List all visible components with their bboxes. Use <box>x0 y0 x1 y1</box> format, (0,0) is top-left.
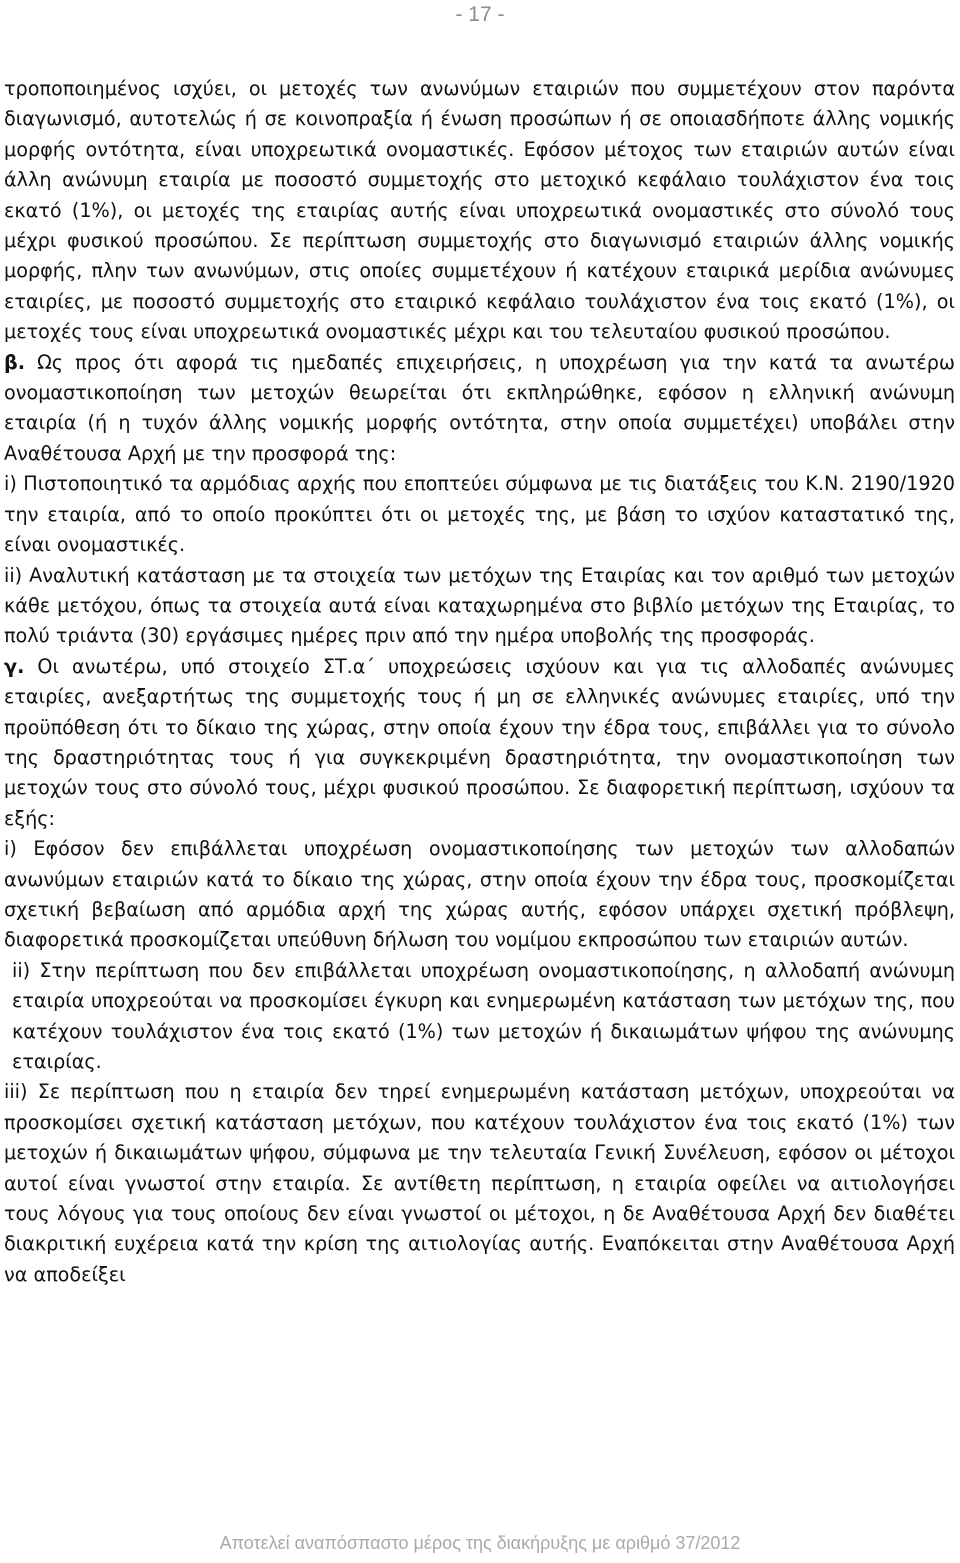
document-body <box>4 74 955 1290</box>
paragraph-gamma <box>4 652 955 834</box>
paragraph-gamma-ii: ii) Στην περίπτωση που δεν επιβάλλεται υποχρέωση ονομαστικοποίησης, η αλλοδαπή ανώνυμη εταιρία υποχρεούται να προσκομίσει έγκυρη και ενημερωμένη κατάσταση των μετόχων της, που κατέχουν τουλάχιστον ένα τοις εκατό (1%) των μετοχών ή δικαιωμάτων ψήφου της ανώνυμης εταιρίας. <box>12 958 955 1073</box>
paragraph-gamma-i: i) Εφόσον δεν επιβάλλεται υποχρέωση ονομαστικοποίησης των μετοχών των αλλοδαπών ανωνύμων εταιριών κατά το δίκαιο της χώρας, στην οποία έχουν την έδρα τους, προσκομίζεται σχετική βεβαίωση από αρμόδια αρχή της χώρας αυτής, εφόσον υπάρχει σχετική πρόβλεψη, διαφορετικά προσκομίζεται υπεύθυνη δήλωση του νομίμου εκπροσώπου των εταιριών αυτών. <box>4 837 955 952</box>
paragraph-gamma-text: Οι ανωτέρω, υπό στοιχείο ΣΤ.α΄ υποχρεώσεις ισχύουν και για τις αλλοδαπές ανώνυμες εταιρίες, ανεξαρτήτως της συμμετοχής τους ή μη σε ελληνικές ανώνυμες εταιρίες, υπό την προϋπόθεση ότι το δίκαιο της χώρας, στην οποία έχουν την έδρα τους, επιβάλλει για το σύνολο της δραστηριότητας τους ή για συγκεκριμένη δραστηριότητα, την ονομαστικοποίηση των μετοχών τους στο σύνολό τους, μέχρι φυσικού προσώπου. Σε διαφορετική περίπτωση, ισχύουν τα εξής: <box>4 654 955 830</box>
item-marker-beta: β. <box>4 350 26 374</box>
page-footer: Αποτελεί αναπόσπαστο μέρος της διακήρυξης με αριθμό 37/2012 <box>219 1533 741 1553</box>
paragraph-beta-i: i) Πιστοποιητικό τα αρμόδιας αρχής που εποπτεύει σύμφωνα με τις διατάξεις του Κ.Ν. 2190/1920 την εταιρία, από το οποίο προκύπτει ότι οι μετοχές της, με βάση το ισχύον καταστατικό της, είναι ονομαστικές. <box>4 472 955 557</box>
paragraph-gamma-iii: iii) Σε περίπτωση που η εταιρία δεν τηρεί ενημερωμένη κατάσταση μετόχων, υποχρεούται να προσκομίσει σχετική κατάσταση μετόχων, που κατέχουν τουλάχιστον ένα τοις εκατό (1%) των μετοχών ή δικαιωμάτων ψήφου, σύμφωνα με την τελευταία Γενική Συνέλευση, εφόσον οι μέτοχοι αυτοί είναι γνωστοί στην εταιρία. Σε αντίθετη περίπτωση, η εταιρία οφείλει να αιτιολογήσει τους λόγους για τους οποίους δεν είναι γνωστοί οι μέτοχοι, η δε Αναθέτουσα Αρχή δεν διαθέτει διακριτική ευχέρεια κατά την κρίση της αιτιολογίας αυτής. Εναπόκειται στην Αναθέτουσα Αρχή να αποδείξει <box>4 1080 955 1286</box>
paragraph-beta-ii: ii) Αναλυτική κατάσταση με τα στοιχεία των μετόχων της Εταιρίας και τον αριθμό των μετοχών κάθε μετόχου, όπως τα στοιχεία αυτά είναι καταχωρημένα στο βιβλίο μετόχων της Εταιρίας, το πολύ τριάντα (30) εργάσιμες ημέρες πριν από την ημέρα υποβολής της προσφοράς. <box>4 563 955 648</box>
page-number: - 17 - <box>455 3 505 26</box>
paragraph-beta <box>4 348 955 470</box>
item-marker-gamma: γ. <box>4 654 25 678</box>
paragraph-intro: τροποποιημένος ισχύει, οι μετοχές των ανωνύμων εταιριών που συμμετέχουν στον παρόντα διαγωνισμό, αυτοτελώς ή σε κοινοπραξία ή ένωση προσώπων ή σε οποιασδήποτε άλλης νομικής μορφής οντότητα, είναι υποχρεωτικά ονομαστικές. Εφόσον μέτοχος των εταιριών αυτών είναι άλλη ανώνυμη εταιρία με ποσοστό συμμετοχής στο μετοχικό κεφάλαιο τουλάχιστον ένα τοις εκατό (1%), οι μετοχές της εταιρίας αυτής είναι υποχρεωτικά ονομαστικές στο σύνολό τους μέχρι φυσικού προσώπου. Σε περίπτωση συμμετοχής στο διαγωνισμό εταιριών άλλης νομικής μορφής, πλην των ανωνύμων, στις οποίες συμμετέχουν ή κατέχουν εταιρικά μερίδια ανώνυμες εταιρίες, με ποσοστό συμμετοχής στο εταιρικό κεφάλαιο τουλάχιστον ένα τοις εκατό (1%), οι μετοχές τους είναι υποχρεωτικά ονομαστικές μέχρι και του τελευταίου φυσικού προσώπου. <box>4 77 955 344</box>
paragraph-beta-text: Ως προς ότι αφορά τις ημεδαπές επιχειρήσεις, η υποχρέωση για την κατά τα ανωτέρω ονομαστικοποίηση των μετοχών θεωρείται ότι εκπληρώθηκε, εφόσον η ελληνική ανώνυμη εταιρία (ή η τυχόν άλλης νομικής μορφής οντότητα, στην οποία συμμετέχει) υποβάλει στην Αναθέτουσα Αρχή με την προσφορά της: <box>4 350 955 465</box>
